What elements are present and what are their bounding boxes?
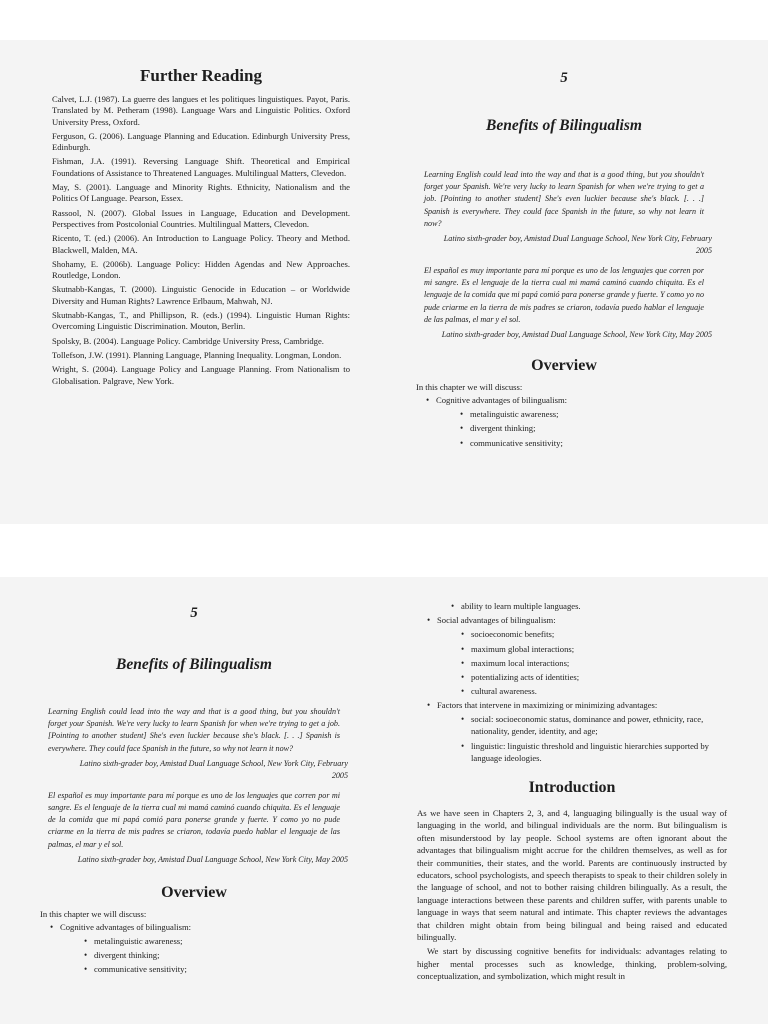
list-item: • socioeconomic benefits; (461, 627, 727, 641)
bottom-spread (0, 577, 768, 1024)
overview-list (416, 393, 712, 450)
sub-list (437, 713, 727, 765)
chapter-opening-page (416, 70, 712, 450)
list-item (427, 698, 727, 765)
overview-continued-page (417, 599, 727, 983)
attribution-year: 2005 (695, 246, 712, 256)
epigraph-quote-english: Learning English could lead into the way and that is a good thing, but you shouldn't forget your Spanish. We're very lucky to learn Spanish for when we're trying to get a job. [Pointing to another student] She's even luckier because she's black. [. . .] Spanish is everywhere. They could face Spanish in the future, so why not learn it now? (424, 170, 704, 228)
list-item: • communicative sensitivity; (84, 962, 348, 976)
list-item: • metalinguistic awareness; (84, 934, 348, 948)
reference-list (52, 94, 350, 387)
epigraph-attribution: Latino sixth-grader boy, Amistad Dual Language School, New York City, May 2005 (77, 854, 348, 864)
list-item: • maximum local interactions; (461, 656, 727, 670)
epigraph-attribution: Latino sixth-grader boy, Amistad Dual Language School, New York City, May 2005 (441, 330, 712, 340)
sub-list (417, 599, 727, 613)
attribution-year: 2005 (331, 770, 348, 780)
attribution-text: Latino sixth-grader boy, Amistad Dual Language School, New York City, February (443, 234, 712, 244)
sub-list (436, 407, 712, 450)
reference-item: Skutnabb-Kangas, T., and Phillipson, R. (eds.) (1994). Linguistic Human Rights: Overcoming Linguistic Discrimination. Mouton, Berlin. (52, 310, 350, 332)
chapter-title: Benefits of Bilingualism (116, 656, 272, 673)
list-item-label: Social advantages of bilingualism: (437, 615, 556, 626)
list-item: • communicative sensitivity; (460, 436, 712, 450)
list-item: • potentializing acts of identities; (461, 670, 727, 684)
reference-item: Tollefson, J.W. (1991). Planning Language, Planning Inequality. Longman, London. (52, 349, 342, 360)
overview-title: Overview (161, 883, 227, 901)
reference-item: Ricento, T. (ed.) (2006). An Introduction to Language Policy. Theory and Method. Blackwell, Malden, MA. (52, 233, 350, 255)
chapter-number: 5 (560, 70, 568, 86)
sub-list (437, 627, 727, 698)
body-paragraph: As we have seen in Chapters 2, 3, and 4, languaging bilingually is the usual way of languaging in the world, and bilingual individuals are the norm. But bilingualism is often misunderstood by lay people. School systems are often ignorant about the advantages that bilingualism might accrue for the children themselves, as well as for their communities, their states, and the world. Parents are continuously instructed by educators, school psychologists, and speech therapists to speak to their children solely in the language of school, and not to bother raising children bilingually. As a result, the language interactions between these parents and children suffer, with parents unable to language in ways that seem natural and intimate. This chapter reviews the advantages that children might obtain from being bilingual and being raised and educated bilingually. (417, 808, 727, 943)
further-reading-title: Further Reading (140, 66, 262, 85)
overview-intro: In this chapter we will discuss: (40, 908, 147, 919)
chapter-title: Benefits of Bilingualism (486, 117, 642, 134)
body-paragraph: We start by discussing cognitive benefits for individuals: advantages relating to higher mental processes such as knowledge, thinking, problem-solving, conceptualization, and symbolization, which might result in (417, 946, 727, 982)
list-item-label: Factors that intervene in maximizing or minimizing advantages: (437, 700, 658, 711)
reference-item: May, S. (2001). Language and Minority Rights. Ethnicity, Nationalism and the Politics Of Language. Pearson, Essex. (52, 182, 350, 204)
introduction-title: Introduction (528, 779, 616, 796)
chapter-number: 5 (190, 605, 198, 621)
list-item: • cultural awareness. (461, 684, 727, 698)
reference-item: Skutnabb-Kangas, T. (2000). Linguistic Genocide in Education – or Worldwide Diversity and Human Rights? Lawrence Erlbaum, Mahwah, NJ. (52, 284, 350, 306)
epigraph-quote-english: Learning English could lead into the way and that is a good thing, but you shouldn't forget your Spanish. We're very lucky to learn Spanish for when we're trying to get a job. [Pointing to another student] She's even luckier because she's black. [. . .] Spanish is everywhere. They could face Spanish in the future, so why not learn it now? (48, 707, 340, 753)
list-item: • linguistic: linguistic threshold and linguistic hierarchies supported by language ideologies. (461, 740, 727, 765)
overview-list (417, 613, 727, 765)
overview-intro: In this chapter we will discuss: (416, 382, 523, 393)
reference-item: Shohamy, E. (2006b). Language Policy: Hidden Agendas and New Approaches. Routledge, London. (52, 258, 350, 281)
list-item: • divergent thinking; (84, 948, 348, 962)
overview-list (40, 920, 348, 977)
epigraph-attribution (416, 233, 712, 257)
list-item-label: Cognitive advantages of bilingualism: (60, 921, 192, 932)
epigraph-quote-spanish: El español es muy importante para mí porque es uno de los lenguajes que corren por mi sangre. Es el lenguaje de la tierra cual mi mamá caminó cuando chiquita. Es el lenguaje de la comida que mi papá comió para ponerse grande y fuerte. Y como yo no pude criarme en la tierra de mis padres se criaron, todavía puedo hablar el lenguaje de las palmas, el mar y el sol. (48, 790, 340, 849)
top-spread (0, 40, 768, 524)
chapter-opening-page (40, 605, 348, 977)
list-item: • metalinguistic awareness; (460, 407, 712, 421)
list-item (426, 393, 712, 450)
epigraph-quote-spanish: El español es muy importante para mí porque es uno de los lenguajes que corren por mi sangre. Es el lenguaje de la tierra cual mi mamá caminó cuando chiquita. Es el lenguaje de la comida que mi papá comió para ponerse grande y fuerte. Y como yo no pude criarme en la tierra de mis padres se criaron, todavía puedo hablar el lenguaje de las palmas, el mar y el sol. (424, 266, 704, 324)
list-item-label: Cognitive advantages of bilingualism: (436, 395, 568, 406)
attribution-text: Latino sixth-grader boy, Amistad Dual Language School, New York City, February (79, 758, 348, 768)
epigraph-attribution (40, 758, 348, 782)
list-item: • maximum global interactions; (461, 642, 727, 656)
list-item: • social: socioeconomic status, dominance and power, ethnicity, race, nationality, gender, identity, and age; (461, 713, 727, 738)
further-reading-page (52, 66, 350, 390)
list-item (427, 613, 727, 698)
list-item (50, 920, 348, 977)
reference-item: Fishman, J.A. (1991). Reversing Language Shift. Theoretical and Empirical Foundations of Assistance to Threatened Languages. Multilingual Matters, Clevedon. (52, 156, 350, 178)
list-item: • ability to learn multiple languages. (451, 599, 727, 613)
sub-list (60, 934, 348, 977)
list-item: • divergent thinking; (460, 421, 712, 435)
reference-item: Spolsky, B. (2004). Language Policy. Cambridge University Press, Cambridge. (52, 335, 324, 346)
reference-item: Ferguson, G. (2006). Language Planning and Education. Edinburgh University Press, Edinburgh. (52, 130, 350, 153)
reference-item: Calvet, L.J. (1987). La guerre des langues et les politiques linguistiques. Payot, Paris. Translated by M. Petheram (1998). Language Wars and Linguistic Politics. Oxford University Press, Oxford. (52, 94, 350, 127)
reference-item: Rassool, N. (2007). Global Issues in Language, Education and Development. Perspectives from Postcolonial Countries. Multilingual Matters, Clevedon. (52, 207, 350, 229)
overview-title: Overview (531, 357, 597, 375)
reference-item: Wright, S. (2004). Language Policy and Language Planning. From Nationalism to Globalisation. Palgrave, New York. (52, 364, 350, 386)
